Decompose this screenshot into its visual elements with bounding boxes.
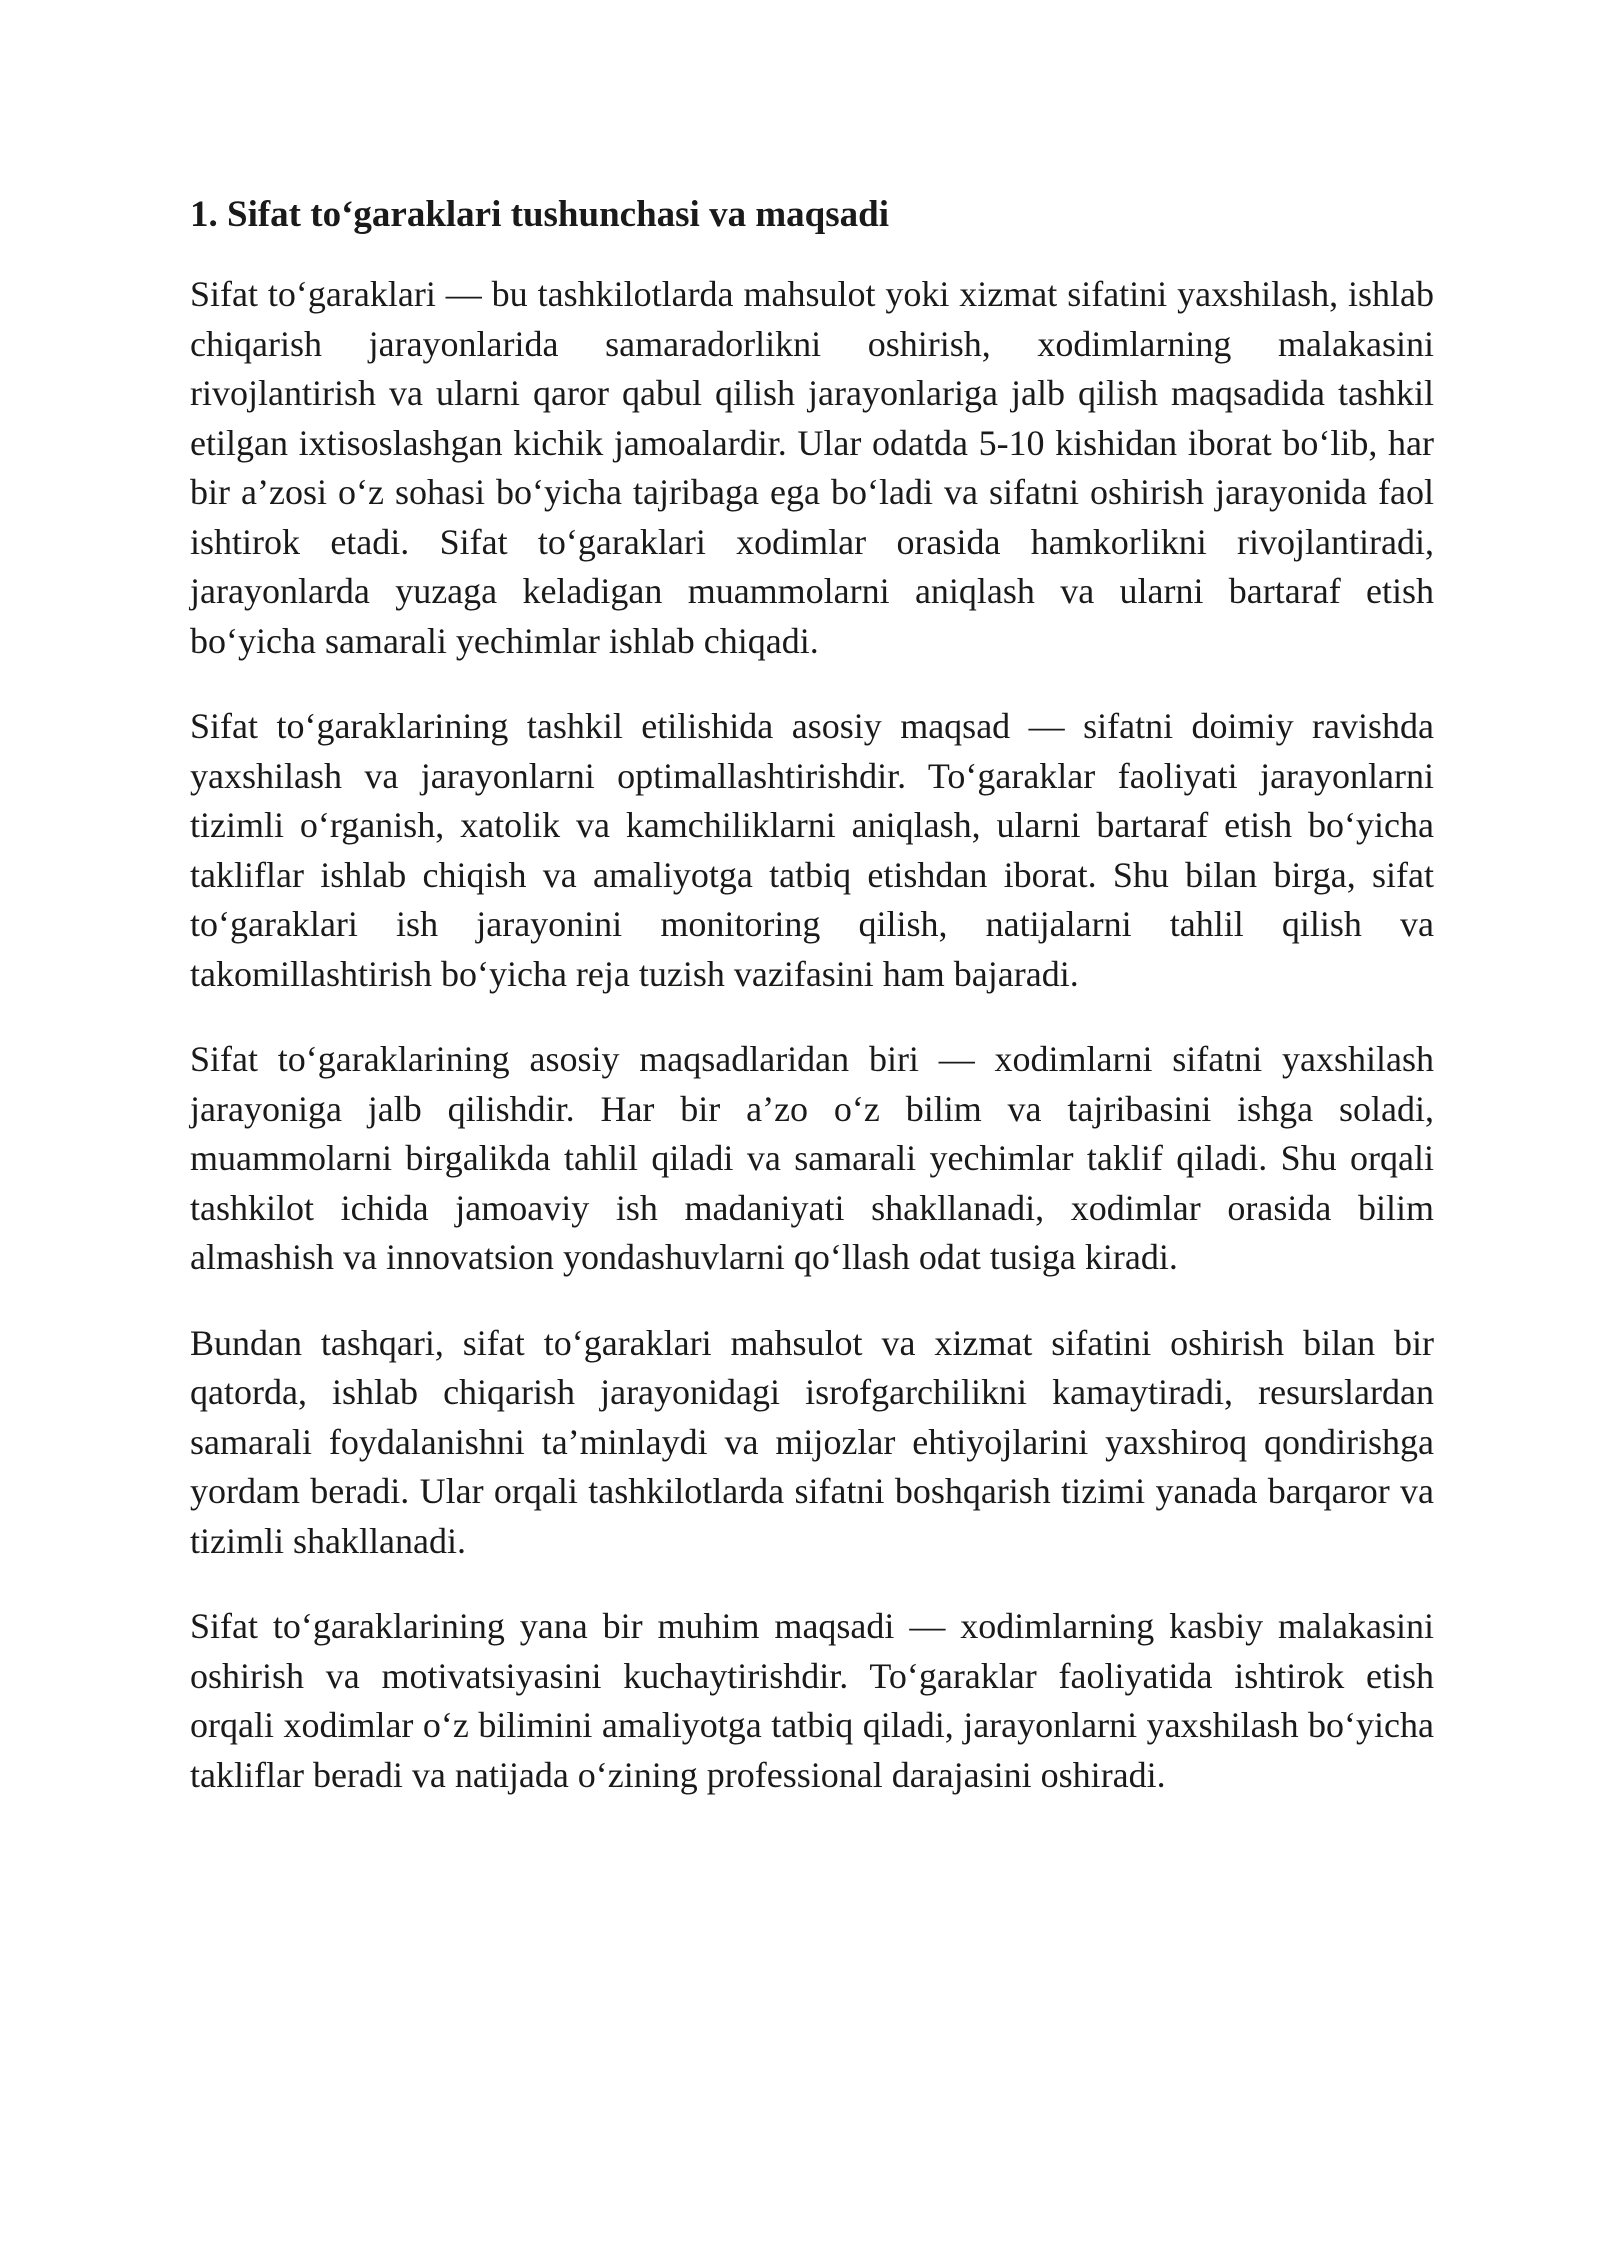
paragraph-1: Sifat to‘garaklari — bu tashkilotlarda mahsulot yoki xizmat sifatini yaxshilash, ishlab chiqarish jarayonlarida samaradorlikni oshirish, xodimlarning malakasini rivojlantirish va ularni qaror qabul qilish jarayonlariga jalb qilish maqsadida tashkil etilgan ixtisoslashgan kichik jamoalardir. Ular odatda 5-10 kishidan iborat bo‘lib, har bir a’zosi o‘z sohasi bo‘yicha tajribaga ega bo‘ladi va sifatni oshirish jarayonida faol ishtirok etadi. Sifat to‘garaklari xodimlar orasida hamkorlikni rivojlantiradi, jarayonlarda yuzaga keladigan muammolarni aniqlash va ularni bartaraf etish bo‘yicha samarali yechimlar ishlab chiqadi. bbox=[190, 274, 1434, 661]
paragraph-5: Sifat to‘garaklarining yana bir muhim maqsadi — xodimlarning kasbiy malakasini oshirish va motivatsiyasini kuchaytirishdir. To‘garaklar faoliyatida ishtirok etish orqali xodimlar o‘z bilimini amaliyotga tatbiq qiladi, jarayonlarni yaxshilash bo‘yicha takliflar beradi va natijada o‘zining professional darajasini oshiradi. bbox=[190, 1606, 1434, 1795]
paragraph-2: Sifat to‘garaklarining tashkil etilishida asosiy maqsad — sifatni doimiy ravishda yaxshilash va jarayonlarni optimallashtirishdir. To‘garaklar faoliyati jarayonlarni tizimli o‘rganish, xatolik va kamchiliklarni aniqlash, ularni bartaraf etish bo‘yicha takliflar ishlab chiqish va amaliyotga tatbiq etishdan iborat. Shu bilan birga, sifat to‘garaklari ish jarayonini monitoring qilish, natijalarni tahlil qilish va takomillashtirish bo‘yicha reja tuzish vazifasini ham bajaradi. bbox=[190, 706, 1434, 994]
section-heading: 1. Sifat to‘garaklari tushunchasi va maqsadi bbox=[190, 194, 889, 235]
document-body bbox=[190, 190, 1434, 1836]
paragraph-3: Sifat to‘garaklarining asosiy maqsadlaridan biri — xodimlarni sifatni yaxshilash jarayoniga jalb qilishdir. Har bir a’zo o‘z bilim va tajribasini ishga soladi, muammolarni birgalikda tahlil qiladi va samarali yechimlar taklif qiladi. Shu orqali tashkilot ichida jamoaviy ish madaniyati shakllanadi, xodimlar orasida bilim almashish va innovatsion yondashuvlarni qo‘llash odat tusiga kiradi. bbox=[190, 1039, 1434, 1277]
paragraph-4: Bundan tashqari, sifat to‘garaklari mahsulot va xizmat sifatini oshirish bilan bir qatorda, ishlab chiqarish jarayonidagi isrofgarchilikni kamaytiradi, resurslardan samarali foydalanishni ta’minlaydi va mijozlar ehtiyojlarini yaxshiroq qondirishga yordam beradi. Ular orqali tashkilotlarda sifatni boshqarish tizimi yanada barqaror va tizimli shakllanadi. bbox=[190, 1322, 1434, 1561]
